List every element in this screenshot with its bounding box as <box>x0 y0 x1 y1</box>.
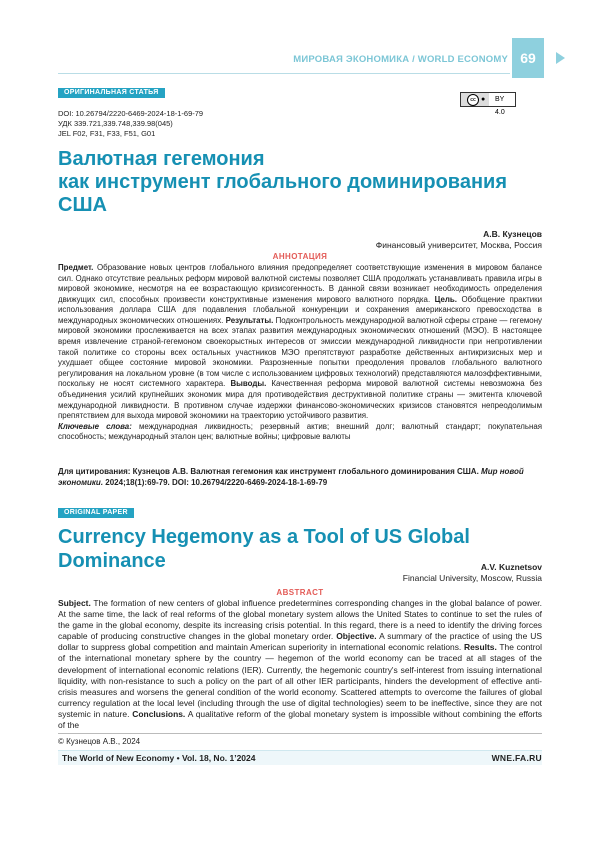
person-icon: ● <box>481 96 486 103</box>
header-divider <box>58 73 510 74</box>
author-ru: А.В. Кузнецов <box>483 229 542 239</box>
section-label: МИРОВАЯ ЭКОНОМИКА / WORLD ECONOMY <box>293 54 508 65</box>
abstract-heading-ru: АННОТАЦИЯ <box>272 252 328 261</box>
page-number: 69 <box>512 38 544 78</box>
udc: УДК 339.721,339.748,339.98(045) <box>58 118 173 128</box>
affiliation-ru: Финансовый университет, Москва, Россия <box>375 240 542 250</box>
cc-license-badge[interactable] <box>460 92 516 116</box>
affiliation-en: Financial University, Moscow, Russia <box>402 573 542 583</box>
article-type-tag-en: ORIGINAL PAPER <box>58 508 134 518</box>
copyright: © Кузнецов А.В., 2024 <box>58 737 141 746</box>
article-title-ru <box>58 148 538 217</box>
citation: Для цитирования: Кузнецов А.В. Валютная гегемония как инструмент глобального доминирования США. Мир новой экономики. 2024;18(1):69-79. DOI: 10.26794/2220-6469-2024-18-1-69-79 <box>58 467 524 487</box>
article-type-tag-ru: ОРИГИНАЛЬНАЯ СТАТЬЯ <box>58 88 165 98</box>
keywords-ru: международная ликвидность; резервный актив; внешний долг; валютный стандарт; покупательная способность; международный эталон цен; валютные войны; цифровые валюты <box>58 421 542 442</box>
jel-codes: JEL F02, F31, F33, F51, G01 <box>58 128 156 138</box>
keywords-label: Ключевые слова: <box>58 421 132 431</box>
abstract-en: Subject. The formation of new centers of global influence predetermines corresponding changes in the global balance of power. At the same time, the lack of real reforms of the global monetary system allows the United States to continue to set the rules of the game in the global economy, despite its increasing crisis potential. In this regard, there is a need to identify the driving forces capable of producing constructive changes in the global monetary order. Objective. A summary of the practice of using the US dollar to suppress global competition and maintain American superiority in international economic relations. Results. The control of the international monetary sphere by the country — hegemon of the world economy can be traced at all stages of the development of international economic relations (IER). Currently, the hegemonic country's self-interest from issuing international liquidity, with non-resistance to such a policy on the part of all other IER participants, hinders the development of effective anti-crisis measures and worsens the general condition of the world economy. Scattered attempts to overcome the failures of global currency regulation at the local level (including through the use of digital technologies) seem to be ineffective, since they are not systemic in nature. Conclusions. A qualitative reform of the global monetary system is impossible without combining the efforts of the <box>58 598 543 731</box>
article-title-en: Currency Hegemony as a Tool of US Global Dominance <box>58 526 470 572</box>
footnote-divider <box>58 733 542 734</box>
abstract-heading-en: ABSTRACT <box>276 588 324 597</box>
website-link[interactable]: WNE.FA.RU <box>491 753 542 763</box>
next-page-arrow-icon <box>556 52 565 64</box>
doi-ru[interactable]: DOI: 10.26794/2220-6469-2024-18-1-69-79 <box>58 109 204 118</box>
license-version: BY 4.0 <box>495 96 505 116</box>
abstract-ru: Предмет. Образование новых центров глобального влияния предопределяет соответствующие изменения в мировом балансе сил. Однако отсутствие реальных реформ мировой валютной системы позволяет США продолжать устанавливать правила игры в мировой экономике, несмотря на ее возрастающую кризисогенность. В данной связи возникает необходимость определения движущих сил, способных произвести конструктивные изменения мирового валютного порядка. Цель. Обобщение практики использования доллара США для подавления глобальной конкуренции и сохранения американского превосходства в международных экономических отношениях. Результаты. Подконтрольность международной валютной сферы стране — гегемону мировой экономики прослеживается на всех этапах развития международных экономических отношений (МЭО). В настоящее время извлечение страной-гегемоном своекорыстных интересов от эмиссии международной ликвидности при непротивлении такой политике со стороны всех остальных участников МЭО препятствуют разработке действенных антикризисных мер и ухудшает общее состояние мировой экономики. Разрозненные попытки преодоления провалов глобального валютного регулирования на локальном уровне (в том числе с использованием цифровых технологий) представляются малоэффективными, поскольку не носят системного характера. Выводы. Качественная реформа мировой валютной системы невозможна без объединения усилий крупнейших экономик мира для противодействия деструктивной политике страны — эмитента ключевой международной ликвидности. В противном случае издержки финансово-экономических кризисов становятся непреодолимым препятствием для выхода мировой экономики на траекторию устойчивого развития. Ключевые слова: международная ликвидность; резервный актив; внешний долг; валютный стандарт; покупательная способность; международный эталон цен; валютные войны; цифровые валюты <box>58 263 542 442</box>
article-meta <box>58 109 203 138</box>
journal-footer: The World of New Economy • Vol. 18, No. 1’2024 <box>62 753 256 763</box>
title-ru-line-1: Валютная гегемония <box>58 148 265 170</box>
author-en: A.V. Kuznetsov <box>480 562 542 572</box>
cc-icon: cc <box>467 94 479 106</box>
title-ru-line-2: как инструмент глобального доминирования США <box>58 171 508 216</box>
